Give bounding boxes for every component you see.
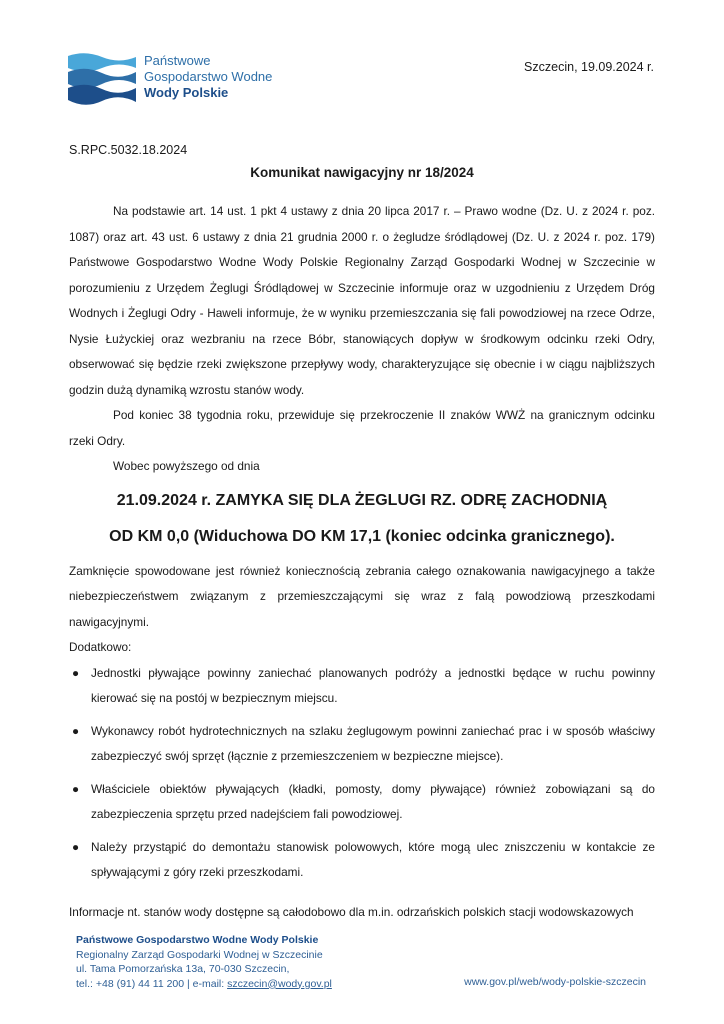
bullet-list bbox=[69, 661, 655, 886]
logo-line-2: Gospodarstwo Wodne bbox=[144, 69, 273, 84]
logo-line-1: Państwowe bbox=[144, 53, 211, 68]
additional-label: Dodatkowo: bbox=[69, 640, 132, 654]
footer-phone: tel.: +48 (91) 44 11 200 | e-mail: bbox=[76, 977, 228, 990]
bullet-icon: ● bbox=[72, 781, 80, 796]
reference-number: S.RPC.5032.18.2024 bbox=[69, 143, 188, 157]
list-item bbox=[69, 719, 655, 770]
list-item-text: Wykonawcy robót hydrotechnicznych na szlaku żeglugowym powinni zaniechać prac i w sposób właściwy zabezpieczyć swój sprzęt (łącznie z przemieszczeniem w bezpieczne miejsce). bbox=[91, 723, 655, 763]
logo-line-3: Wody Polskie bbox=[144, 85, 229, 100]
paragraph-reason: Zamknięcie spowodowane jest również koniecznością zebrania całego oznakowania nawigacyjnego a także niebezpieczeństwem związanym z przemieszczającymi się wraz z falą powodziową przeszkodami nawigacyjnymi. bbox=[69, 563, 655, 629]
bullet-icon: ● bbox=[72, 839, 80, 854]
waves-logo-icon bbox=[68, 52, 136, 110]
footer-contact bbox=[76, 977, 332, 992]
list-item-text: Należy przystąpić do demontażu stanowisk polowowych, które mogą ulec zniszczeniu w kontakcie ze spływającymi z góry rzeki przeszkodami. bbox=[91, 839, 655, 879]
paragraph-intro: Wobec powyższego od dnia bbox=[113, 459, 260, 473]
paragraph-forecast: Pod koniec 38 tygodnia roku, przewiduje się przekroczenie II znaków WWŻ na granicznym odcinku rzeki Odry. bbox=[69, 408, 655, 448]
footer-website-link[interactable]: www.gov.pl/web/wody-polskie-szczecin bbox=[464, 976, 646, 988]
closure-headline-1: 21.09.2024 r. ZAMYKA SIĘ DLA ŻEGLUGI RZ. ODRĘ ZACHODNIĄ bbox=[116, 491, 608, 509]
paragraph-info: Informacje nt. stanów wody dostępne są całodobowo dla m.in. odrzańskich polskich stacji wodowskazowych bbox=[69, 904, 634, 919]
document-title: Komunikat nawigacyjny nr 18/2024 bbox=[250, 165, 474, 180]
closure-headline-2: OD KM 0,0 (Widuchowa DO KM 17,1 (koniec odcinka granicznego). bbox=[109, 527, 615, 545]
footer-email-link[interactable]: szczecin@wody.gov.pl bbox=[227, 977, 332, 990]
logo-text bbox=[144, 53, 272, 101]
footer-line-2: Regionalny Zarząd Gospodarki Wodnej w Szczecinie bbox=[76, 948, 323, 961]
document-body bbox=[69, 199, 655, 925]
paragraph-legal-basis: Na podstawie art. 14 ust. 1 pkt 4 ustawy z dnia 20 lipca 2017 r. – Prawo wodne (Dz. U. z 2024 r. poz. 1087) oraz art. 43 ust. 6 ustawy z dnia 21 grudnia 2000 r. o żegludze śródlądowej (Dz. U. z 2024 r. poz. 179) Państwowe Gospodarstwo Wodne Wody Polskie Regionalny Zarząd Gospodarki Wodnej w Szczecinie w porozumieniu z Urzędem Żeglugi Śródlądowej w Szczecinie informuje oraz w uzgodnieniu z Urzędem Dróg Wodnych i Żeglugi Odry - Haweli informuje, że w wyniku przemieszczania się fali powodziowej na rzece Odrze, Nysie Łużyckiej oraz wezbraniu na rzece Bóbr, stanowiących dopływ w środkowym odcinku rzeki Odry, obserwować się będzie rzeki zwiększone przepływy wody, charakteryzujące się obecnie i w ciągu najbliższych godzin dużą dynamiką wzrostu stanów wody. bbox=[69, 204, 655, 397]
list-item bbox=[69, 835, 655, 886]
document-date: Szczecin, 19.09.2024 r. bbox=[524, 60, 654, 74]
list-item-text: Właściciele obiektów pływających (kładki, pomosty, domy pływające) również zobowiązani są do zabezpieczenia sprzętu przed nadejściem fali powodziowej. bbox=[91, 781, 655, 821]
list-item-text: Jednostki pływające powinny zaniechać planowanych podróży a jednostki będące w ruchu powinny kierować się na postój w bezpiecznym miejscu. bbox=[91, 665, 655, 705]
wody-polskie-logo bbox=[68, 52, 308, 112]
list-item bbox=[69, 777, 655, 828]
list-item bbox=[69, 661, 655, 712]
footer-line-1: Państwowe Gospodarstwo Wodne Wody Polskie bbox=[76, 934, 319, 946]
bullet-icon: ● bbox=[72, 665, 80, 680]
footer-address bbox=[76, 933, 332, 991]
footer-line-3: ul. Tama Pomorzańska 13a, 70-030 Szczecin, bbox=[76, 963, 290, 975]
bullet-icon: ● bbox=[72, 723, 80, 738]
